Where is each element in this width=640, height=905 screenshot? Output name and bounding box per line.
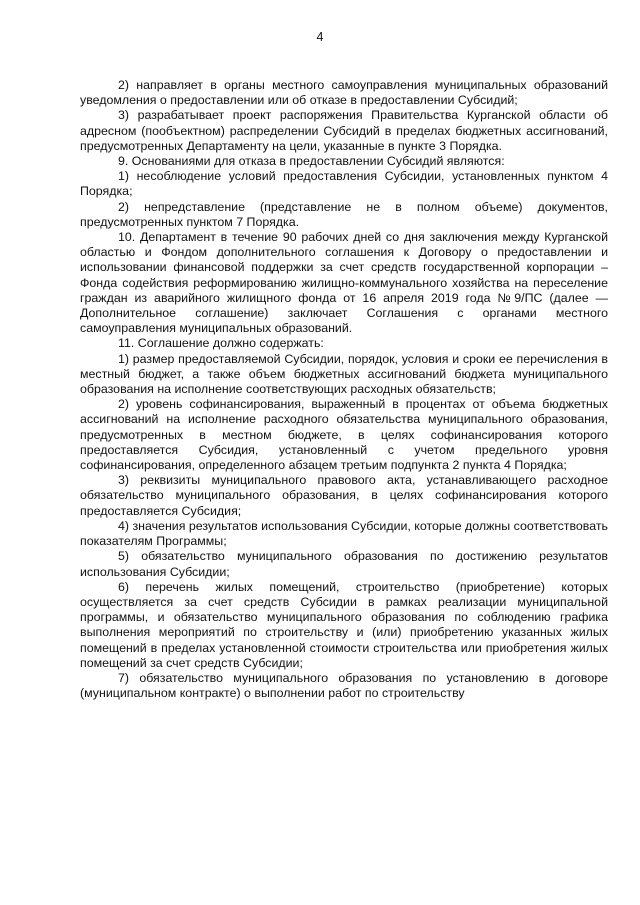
paragraph-content-5: 5) обязательство муниципального образования по достижению результатов использования Субсидии; [80,549,608,579]
paragraph-notify: 2) направляет в органы местного самоуправления муниципальных образований уведомления о предоставлении или об отказе в предоставлении Субсидий; [80,78,608,108]
paragraph-agreement-content: 11. Соглашение должно содержать: [118,336,324,351]
paragraph-refusal-1: 1) несоблюдение условий предоставления Субсидии, установленных пунктом 4 Порядка; [80,169,608,199]
paragraph-content-3: 3) реквизиты муниципального правового акта, устанавливающего расходное обязательство муниципального образования, в целях софинансирования которого предоставляется Субсидия; [80,473,608,518]
paragraph-agreements: 10. Департамент в течение 90 рабочих дней со дня заключения между Курганской областью и Фондом дополнительного соглашения к Договору о предоставлении и использовании финансовой поддержки за счет средств государственной корпорации – Фонда содействия реформированию жилищно-коммунального хозяйства на переселение граждан из аварийного жилищного фонда от 16 апреля 2019 года №9/ПС (далее — Дополнительное соглашение) заключает Соглашения с органами местного самоуправления муниципальных образований. [80,230,608,336]
paragraph-draft-order: 3) разрабатывает проект распоряжения Правительства Курганской области об адресном (пообъектном) распределении Субсидий в пределах бюджетных ассигнований, предусмотренных Департаменту на цели, указанные в пункте 3 Порядка. [80,108,608,153]
paragraph-content-2: 2) уровень софинансирования, выраженный в процентах от объема бюджетных ассигнований на исполнение расходного обязательства муниципального образования, предусмотренных в местном бюджете, в целях софинансирования которого предоставляется Субсидия, установленный с учетом предельного уровня софинансирования, определенного абзацем третьим подпункта 2 пункта 4 Порядка; [80,397,608,473]
paragraph-content-1: 1) размер предоставляемой Субсидии, порядок, условия и сроки ее перечисления в местный бюджет, а также объем бюджетных ассигнований бюджета муниципального образования на исполнение соответствующих расходных обязательств; [80,351,608,397]
paragraph-content-7: 7) обязательство муниципального образования по установлению в договоре (муниципальном контракте) о выполнении работ по строительству [80,670,608,701]
page-number: 4 [316,30,324,44]
paragraph-refusal-2: 2) непредставление (представление не в полном объеме) документов, предусмотренных пунктом 7 Порядка. [80,199,608,229]
document-body [80,78,608,701]
paragraph-refusal-grounds: 9. Основаниями для отказа в предоставлении Субсидий являются: [118,154,505,169]
paragraph-content-6: 6) перечень жилых помещений, строительство (приобретение) которых осуществляется за счет средств Субсидии в рамках реализации муниципальной программы, и обязательство муниципального образования по соблюдению графика выполнения мероприятий по строительству и (или) приобретению указанных жилых помещений в пределах установленной стоимости строительства или приобретения жилых помещений за счет средств Субсидии; [80,579,608,670]
paragraph-content-4: 4) значения результатов использования Субсидии, которые должны соответствовать показателям Программы; [80,518,608,549]
